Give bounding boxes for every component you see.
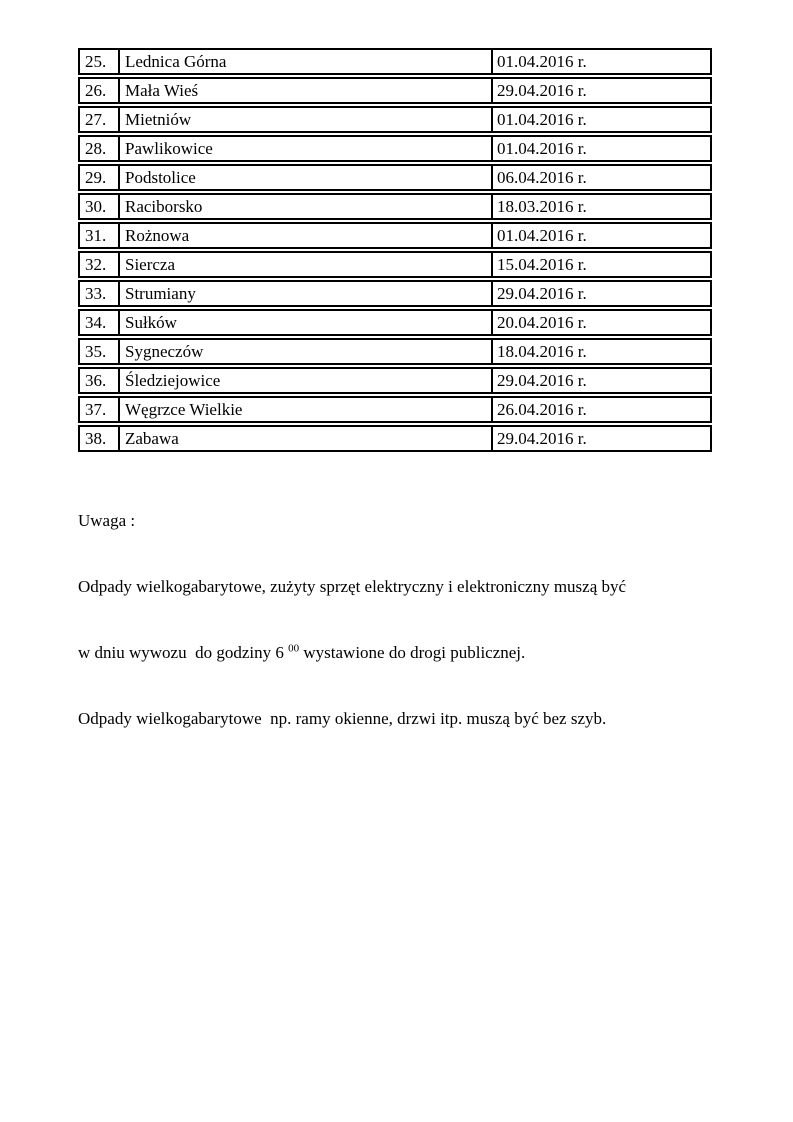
table-row: [78, 48, 712, 75]
notes-line-2-suffix: wystawione do drogi publicznej.: [299, 643, 526, 662]
table-row: [78, 222, 712, 249]
row-number: 33.: [85, 284, 107, 303]
collection-date: 06.04.2016 r.: [491, 166, 710, 189]
collection-date: 26.04.2016 r.: [491, 398, 710, 421]
row-number: 38.: [85, 429, 107, 448]
table-row: [78, 338, 712, 365]
table-row: [78, 77, 712, 104]
table-row: [78, 396, 712, 423]
locality-name: Mietniów: [118, 108, 491, 131]
collection-date: 01.04.2016 r.: [491, 137, 710, 160]
locality-name: Siercza: [118, 253, 491, 276]
notes-line-3: Odpady wielkogabarytowe np. ramy okienne, drzwi itp. muszą być bez szyb.: [78, 709, 607, 728]
row-number: 30.: [85, 197, 107, 216]
table-row: [78, 367, 712, 394]
collection-date: 01.04.2016 r.: [491, 50, 710, 73]
locality-name: Zabawa: [118, 427, 491, 450]
table-row: [78, 164, 712, 191]
row-number: 36.: [85, 371, 107, 390]
locality-name: Lednica Górna: [118, 50, 491, 73]
table-row: [78, 193, 712, 220]
row-number: 31.: [85, 226, 107, 245]
locality-name: Śledziejowice: [118, 369, 491, 392]
collection-date: 18.03.2016 r.: [491, 195, 710, 218]
row-number: 27.: [85, 110, 107, 129]
row-number: 32.: [85, 255, 107, 274]
row-number: 37.: [85, 400, 107, 419]
collection-date: 01.04.2016 r.: [491, 224, 710, 247]
table-row: [78, 280, 712, 307]
collection-schedule-table: [78, 48, 712, 454]
row-number: 35.: [85, 342, 107, 361]
collection-date: 20.04.2016 r.: [491, 311, 710, 334]
notes-line-2-prefix: w dniu wywozu do godziny 6: [78, 643, 289, 662]
table-row: [78, 135, 712, 162]
locality-name: Raciborsko: [118, 195, 491, 218]
collection-date: 29.04.2016 r.: [491, 282, 710, 305]
collection-date: 01.04.2016 r.: [491, 108, 710, 131]
table-row: [78, 425, 712, 452]
row-number: 29.: [85, 168, 107, 187]
locality-name: Rożnowa: [118, 224, 491, 247]
notes-line-1: Odpady wielkogabarytowe, zużyty sprzęt elektryczny i elektroniczny muszą być: [78, 577, 627, 596]
notes-section: [78, 466, 718, 774]
notes-line-2: [78, 642, 718, 664]
table-row: [78, 106, 712, 133]
locality-name: Węgrzce Wielkie: [118, 398, 491, 421]
row-number: 25.: [85, 52, 107, 71]
collection-date: 29.04.2016 r.: [491, 79, 710, 102]
locality-name: Sułków: [118, 311, 491, 334]
row-number: 26.: [85, 81, 107, 100]
row-number: 34.: [85, 313, 107, 332]
collection-date: 15.04.2016 r.: [491, 253, 710, 276]
locality-name: Strumiany: [118, 282, 491, 305]
table-row: [78, 309, 712, 336]
locality-name: Podstolice: [118, 166, 491, 189]
table-row: [78, 251, 712, 278]
locality-name: Sygneczów: [118, 340, 491, 363]
row-number: 28.: [85, 139, 107, 158]
notes-line-2-superscript: 00: [288, 642, 300, 655]
notes-heading: Uwaga :: [78, 511, 136, 530]
collection-date: 29.04.2016 r.: [491, 369, 710, 392]
collection-date: 18.04.2016 r.: [491, 340, 710, 363]
collection-date: 29.04.2016 r.: [491, 427, 710, 450]
locality-name: Mała Wieś: [118, 79, 491, 102]
locality-name: Pawlikowice: [118, 137, 491, 160]
